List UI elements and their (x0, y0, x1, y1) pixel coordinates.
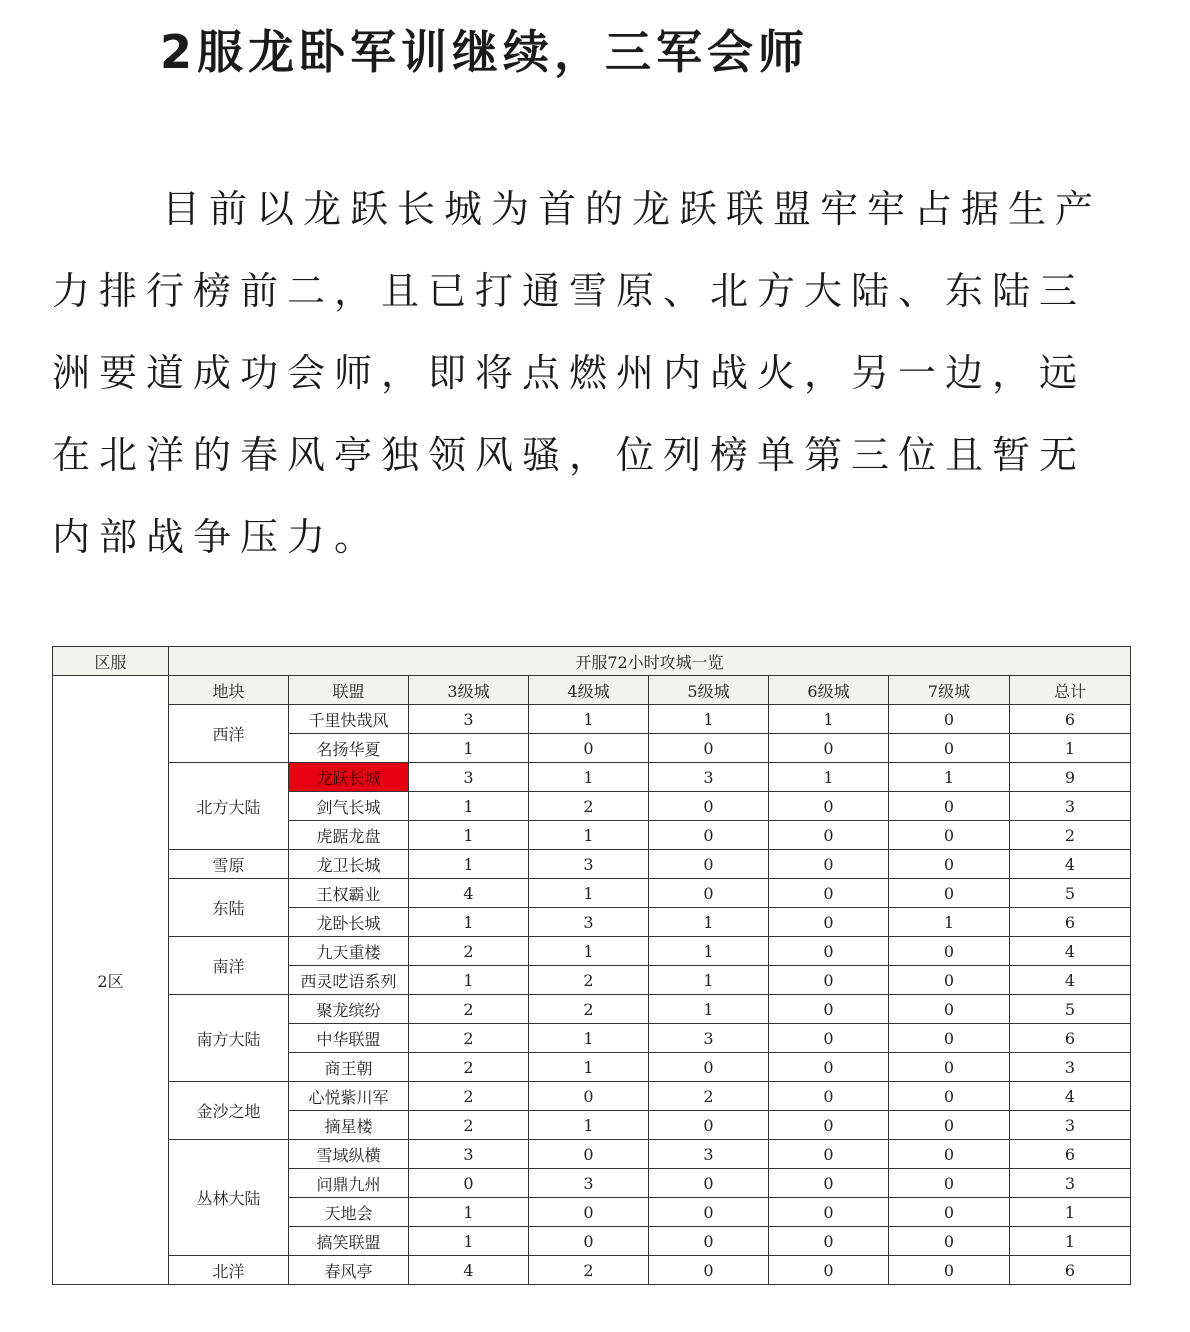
total-cell: 6 (1010, 1256, 1131, 1285)
lv3-cell: 4 (409, 1256, 529, 1285)
lv3-cell: 1 (409, 734, 529, 763)
table-row (53, 763, 1131, 792)
table-row (53, 1140, 1131, 1169)
lv6-cell: 0 (769, 879, 889, 908)
lv4-cell: 1 (529, 1024, 649, 1053)
lv6-cell: 0 (769, 1111, 889, 1140)
lv3-cell: 1 (409, 908, 529, 937)
lv3-cell: 1 (409, 966, 529, 995)
lv7-cell: 0 (889, 792, 1010, 821)
alliance-cell: 聚龙缤纷 (289, 995, 409, 1024)
total-cell: 3 (1010, 792, 1131, 821)
lv5-cell: 3 (649, 1024, 769, 1053)
table-row (53, 705, 1131, 734)
alliance-cell: 心悦紫川军 (289, 1082, 409, 1111)
region-cell: 丛林大陆 (169, 1140, 289, 1256)
lv6-cell: 0 (769, 1082, 889, 1111)
table-row (53, 1082, 1131, 1111)
lv3-cell: 2 (409, 1053, 529, 1082)
col-header-lv3: 3级城 (409, 676, 529, 705)
lv5-cell: 0 (649, 1198, 769, 1227)
alliance-cell: 虎踞龙盘 (289, 821, 409, 850)
lv6-cell: 0 (769, 1198, 889, 1227)
total-cell: 6 (1010, 705, 1131, 734)
total-cell: 4 (1010, 1082, 1131, 1111)
lv7-cell: 0 (889, 1111, 1010, 1140)
lv3-cell: 2 (409, 937, 529, 966)
lv3-cell: 2 (409, 995, 529, 1024)
lv6-cell: 0 (769, 792, 889, 821)
lv7-cell: 0 (889, 879, 1010, 908)
lv6-cell: 1 (769, 705, 889, 734)
lv7-cell: 1 (889, 908, 1010, 937)
lv7-cell: 0 (889, 1140, 1010, 1169)
lv7-cell: 1 (889, 763, 1010, 792)
lv6-cell: 0 (769, 1053, 889, 1082)
lv5-cell: 1 (649, 937, 769, 966)
alliance-cell: 中华联盟 (289, 1024, 409, 1053)
total-cell: 4 (1010, 850, 1131, 879)
article-paragraph: 目前以龙跃长城为首的龙跃联盟牢牢占据生产力排行榜前二，且已打通雪原、北方大陆、东陆三洲要道成功会师，即将点燃州内战火，另一边，远在北洋的春风亭独领风骚，位列榜单第三位且暂无内部战争压力。 (52, 187, 1103, 559)
lv6-cell: 0 (769, 1169, 889, 1198)
alliance-cell: 九天重楼 (289, 937, 409, 966)
lv3-cell: 3 (409, 705, 529, 734)
region-cell: 南洋 (169, 937, 289, 995)
lv6-cell: 0 (769, 1024, 889, 1053)
lv7-cell: 0 (889, 1256, 1010, 1285)
table-row (53, 1256, 1131, 1285)
col-header-alliance: 联盟 (289, 676, 409, 705)
alliance-cell: 摘星楼 (289, 1111, 409, 1140)
zone-cell: 2区 (53, 676, 169, 1285)
lv4-cell: 0 (529, 1227, 649, 1256)
lv7-cell: 0 (889, 1024, 1010, 1053)
lv3-cell: 1 (409, 1227, 529, 1256)
lv3-cell: 1 (409, 1198, 529, 1227)
region-cell: 西洋 (169, 705, 289, 763)
total-cell: 1 (1010, 1227, 1131, 1256)
table-row (53, 995, 1131, 1024)
alliance-cell: 春风亭 (289, 1256, 409, 1285)
lv4-cell: 2 (529, 966, 649, 995)
lv5-cell: 3 (649, 1140, 769, 1169)
lv4-cell: 0 (529, 1198, 649, 1227)
region-cell: 北方大陆 (169, 763, 289, 850)
lv5-cell: 1 (649, 995, 769, 1024)
lv4-cell: 2 (529, 995, 649, 1024)
lv7-cell: 0 (889, 1198, 1010, 1227)
lv5-cell: 1 (649, 705, 769, 734)
region-cell: 北洋 (169, 1256, 289, 1285)
total-cell: 5 (1010, 995, 1131, 1024)
lv5-cell: 1 (649, 966, 769, 995)
lv7-cell: 0 (889, 1169, 1010, 1198)
col-header-lv4: 4级城 (529, 676, 649, 705)
region-cell: 金沙之地 (169, 1082, 289, 1140)
table-row (53, 879, 1131, 908)
total-cell: 1 (1010, 1198, 1131, 1227)
alliance-cell: 龙卧长城 (289, 908, 409, 937)
region-cell: 雪原 (169, 850, 289, 879)
col-header-lv5: 5级城 (649, 676, 769, 705)
lv5-cell: 0 (649, 734, 769, 763)
lv5-cell: 0 (649, 1111, 769, 1140)
siege-table (52, 646, 1131, 1285)
lv4-cell: 0 (529, 1140, 649, 1169)
alliance-cell: 龙跃长城 (289, 763, 409, 792)
alliance-cell: 商王朝 (289, 1053, 409, 1082)
lv3-cell: 2 (409, 1111, 529, 1140)
alliance-cell: 问鼎九州 (289, 1169, 409, 1198)
lv4-cell: 1 (529, 1053, 649, 1082)
lv5-cell: 0 (649, 821, 769, 850)
lv6-cell: 0 (769, 966, 889, 995)
lv7-cell: 0 (889, 1082, 1010, 1111)
lv6-cell: 0 (769, 1256, 889, 1285)
alliance-cell: 天地会 (289, 1198, 409, 1227)
lv3-cell: 3 (409, 763, 529, 792)
total-cell: 6 (1010, 1140, 1131, 1169)
lv6-cell: 1 (769, 763, 889, 792)
lv3-cell: 3 (409, 1140, 529, 1169)
lv6-cell: 0 (769, 1140, 889, 1169)
lv5-cell: 1 (649, 908, 769, 937)
lv5-cell: 0 (649, 879, 769, 908)
lv3-cell: 0 (409, 1169, 529, 1198)
lv5-cell: 0 (649, 850, 769, 879)
lv4-cell: 3 (529, 1169, 649, 1198)
lv5-cell: 0 (649, 1227, 769, 1256)
lv3-cell: 1 (409, 821, 529, 850)
total-cell: 4 (1010, 937, 1131, 966)
lv4-cell: 3 (529, 908, 649, 937)
lv5-cell: 0 (649, 1169, 769, 1198)
total-cell: 3 (1010, 1053, 1131, 1082)
alliance-cell: 龙卫长城 (289, 850, 409, 879)
lv3-cell: 2 (409, 1082, 529, 1111)
lv7-cell: 0 (889, 705, 1010, 734)
alliance-cell: 王权霸业 (289, 879, 409, 908)
total-cell: 6 (1010, 908, 1131, 937)
lv7-cell: 0 (889, 1227, 1010, 1256)
alliance-cell: 搞笑联盟 (289, 1227, 409, 1256)
table-row (53, 937, 1131, 966)
total-cell: 6 (1010, 1024, 1131, 1053)
table-header-row (53, 647, 1131, 676)
lv7-cell: 0 (889, 995, 1010, 1024)
col-header-total: 总计 (1010, 676, 1131, 705)
article-title: 2服龙卧军训继续，三军会师 (160, 25, 810, 79)
alliance-cell: 剑气长城 (289, 792, 409, 821)
lv4-cell: 1 (529, 763, 649, 792)
lv5-cell: 3 (649, 763, 769, 792)
lv4-cell: 1 (529, 879, 649, 908)
table-row (53, 850, 1131, 879)
alliance-cell: 名扬华夏 (289, 734, 409, 763)
lv4-cell: 1 (529, 705, 649, 734)
lv6-cell: 0 (769, 937, 889, 966)
lv4-cell: 0 (529, 1082, 649, 1111)
lv5-cell: 0 (649, 792, 769, 821)
lv3-cell: 1 (409, 792, 529, 821)
total-cell: 2 (1010, 821, 1131, 850)
lv7-cell: 0 (889, 1053, 1010, 1082)
col-header-lv7: 7级城 (889, 676, 1010, 705)
total-cell: 5 (1010, 879, 1131, 908)
region-cell: 东陆 (169, 879, 289, 937)
lv4-cell: 1 (529, 937, 649, 966)
total-cell: 4 (1010, 966, 1131, 995)
lv5-cell: 0 (649, 1053, 769, 1082)
total-cell: 1 (1010, 734, 1131, 763)
lv7-cell: 0 (889, 850, 1010, 879)
lv7-cell: 0 (889, 734, 1010, 763)
lv3-cell: 4 (409, 879, 529, 908)
siege-table-container (52, 646, 1131, 1285)
main-header: 开服72小时攻城一览 (169, 647, 1131, 676)
total-cell: 9 (1010, 763, 1131, 792)
lv7-cell: 0 (889, 937, 1010, 966)
lv5-cell: 2 (649, 1082, 769, 1111)
lv4-cell: 3 (529, 850, 649, 879)
lv4-cell: 2 (529, 1256, 649, 1285)
alliance-cell: 西灵呓语系列 (289, 966, 409, 995)
lv4-cell: 0 (529, 734, 649, 763)
region-cell: 南方大陆 (169, 995, 289, 1082)
lv4-cell: 1 (529, 1111, 649, 1140)
column-header-row (53, 676, 1131, 705)
col-header-lv6: 6级城 (769, 676, 889, 705)
zone-header: 区服 (53, 647, 169, 676)
lv4-cell: 1 (529, 821, 649, 850)
lv3-cell: 2 (409, 1024, 529, 1053)
alliance-cell: 千里快哉风 (289, 705, 409, 734)
lv6-cell: 0 (769, 821, 889, 850)
lv6-cell: 0 (769, 995, 889, 1024)
lv6-cell: 0 (769, 908, 889, 937)
lv6-cell: 0 (769, 734, 889, 763)
alliance-cell: 雪域纵横 (289, 1140, 409, 1169)
lv6-cell: 0 (769, 1227, 889, 1256)
lv6-cell: 0 (769, 850, 889, 879)
lv7-cell: 0 (889, 821, 1010, 850)
total-cell: 3 (1010, 1111, 1131, 1140)
lv7-cell: 0 (889, 966, 1010, 995)
lv5-cell: 0 (649, 1256, 769, 1285)
total-cell: 3 (1010, 1169, 1131, 1198)
lv4-cell: 2 (529, 792, 649, 821)
lv3-cell: 1 (409, 850, 529, 879)
col-header-region: 地块 (169, 676, 289, 705)
